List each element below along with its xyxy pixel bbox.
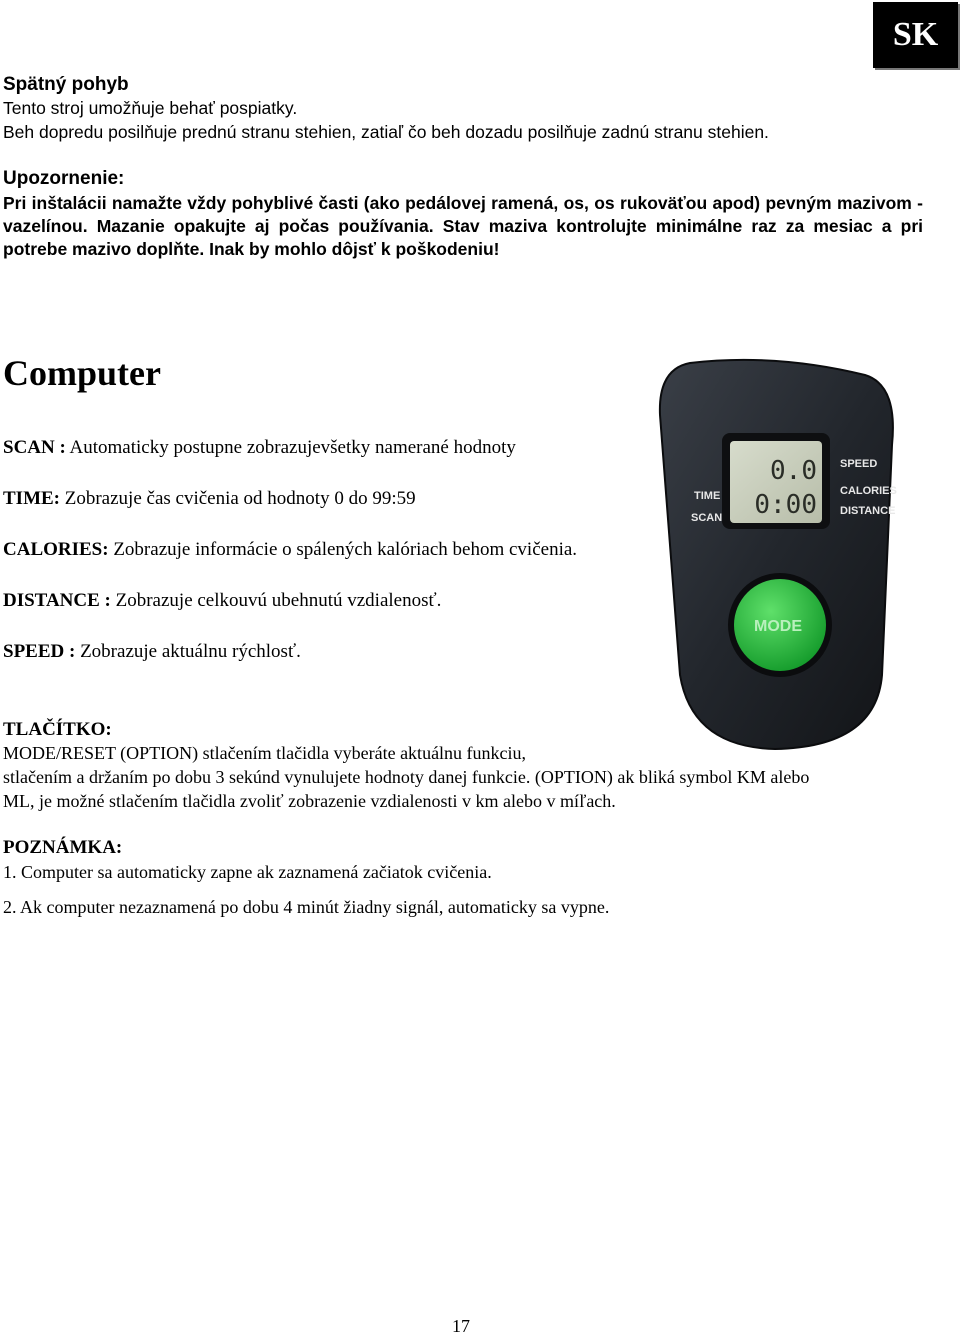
reverse-line-2: Beh dopredu posilňuje prednú stranu stehien, zatiaľ čo beh dozadu posilňuje zadnú stranu stehien. (3, 122, 769, 142)
device-body (660, 360, 896, 749)
button-heading: TLAČÍTKO: (3, 719, 112, 740)
warning-heading: Upozornenie: (3, 168, 125, 189)
note-heading: POZNÁMKA: (3, 837, 123, 858)
distance-text: Zobrazuje celkouvú ubehnutú vzdialenosť. (110, 590, 442, 611)
speed-row (3, 640, 301, 664)
button-line-1: MODE/RESET (OPTION) stlačením tlačidla vyberáte aktuálnu funkciu, (3, 743, 527, 763)
distance-row (3, 589, 441, 613)
label-scan: SCAN (691, 512, 723, 524)
mode-button-label: MODE (754, 618, 802, 635)
note-item-2: 2. Ak computer nezaznamená po dobu 4 minút žiadny signál, automaticky sa vypne. (3, 897, 610, 917)
label-time: TIME (694, 490, 721, 502)
calories-row (3, 538, 577, 562)
time-row (3, 487, 416, 511)
scan-row (3, 436, 516, 460)
time-key: TIME: (3, 488, 60, 509)
reverse-line-1: Tento stroj umožňuje behať pospiatky. (3, 98, 298, 118)
computer-title: Computer (3, 353, 161, 393)
reverse-heading: Spätný pohyb (3, 74, 129, 95)
speed-text: Zobrazuje aktuálnu rýchlosť. (75, 641, 301, 662)
lcd-top-value: 0.0 (770, 456, 817, 486)
label-distance: DISTANCE (840, 505, 896, 517)
time-text: Zobrazuje čas cvičenia od hodnoty 0 do 99:59 (60, 488, 416, 509)
label-speed: SPEED (840, 458, 878, 470)
computer-device-image (650, 355, 900, 755)
distance-key: DISTANCE : (3, 590, 111, 611)
button-line-2: stlačením a držaním po dobu 3 sekúnd vynulujete hodnoty danej funkcie. (OPTION) ak bliká symbol KM alebo (3, 767, 810, 787)
scan-key: SCAN : (3, 437, 66, 458)
button-line-3: ML, je možné stlačením tlačidla zvoliť zobrazenie vzdialenosti v km alebo v míľach. (3, 791, 616, 811)
language-badge: SK (873, 2, 958, 68)
note-item-1: 1. Computer sa automaticky zapne ak zaznamená začiatok cvičenia. (3, 862, 492, 882)
page-number: 17 (452, 1316, 470, 1336)
calories-text: Zobrazuje informácie o spálených kalóriach behom cvičenia. (108, 539, 578, 560)
warning-text: Pri inštalácii namažte vždy pohyblivé časti (ako pedálovej ramená, os, os rukoväťou apod) pevným mazivom - vazelínou. Mazanie opakujte aj počas používania. Stav maziva kontrolujte minimálne raz za mesiac a pri potrebe mazivo doplňte. Inak by mohlo dôjsť k poškodeniu! (3, 193, 923, 259)
calories-key: CALORIES: (3, 539, 109, 560)
scan-text: Automaticky postupne zobrazujevšetky namerané hodnoty (65, 437, 516, 458)
lcd-bottom-value: 0:00 (754, 490, 817, 520)
speed-key: SPEED : (3, 641, 76, 662)
label-calories: CALORIES (840, 485, 897, 497)
